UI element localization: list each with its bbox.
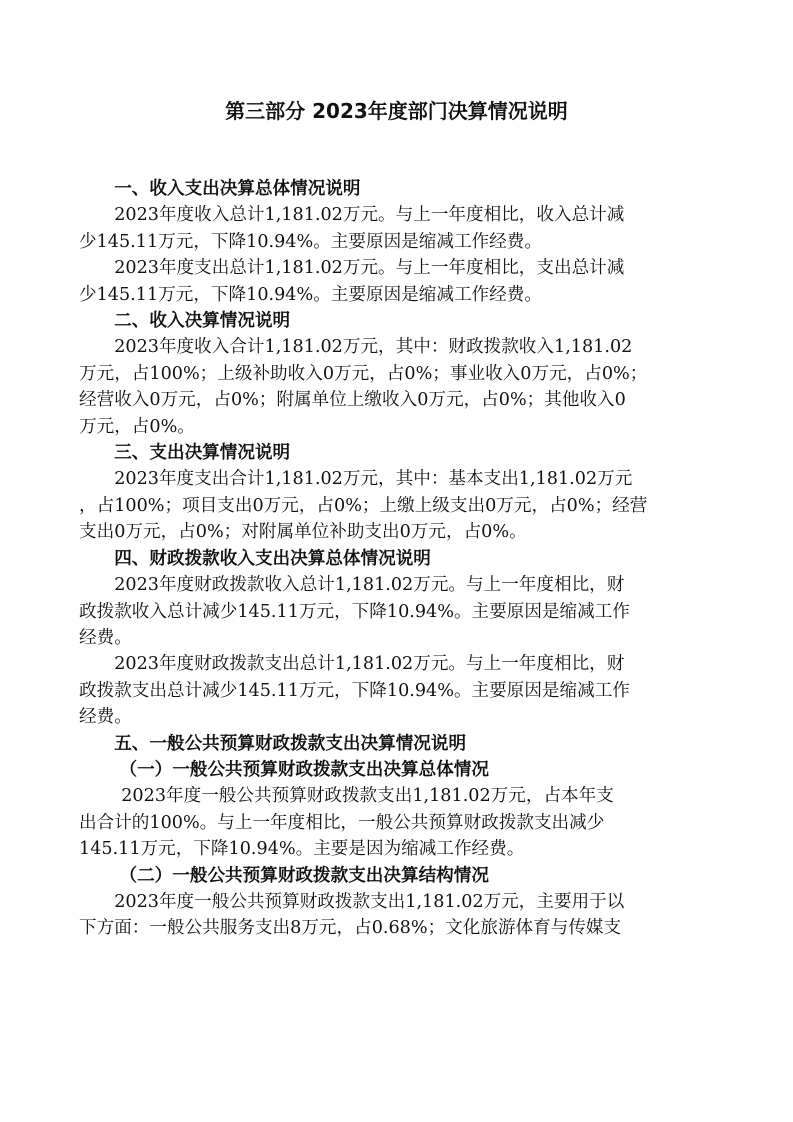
text-line: 下方面：一般公共服务支出8万元，占0.68%；文化旅游体育与传媒支 <box>79 918 622 939</box>
section-heading-1: 一、收入支出决算总体情况说明 <box>114 179 361 199</box>
text-line: 2023年度支出合计1,181.02万元，其中：基本支出1,181.02万元 <box>114 469 633 490</box>
section-heading-4: 四、财政拨款收入支出决算总体情况说明 <box>114 548 431 569</box>
paragraph <box>79 466 719 545</box>
section-heading-2: 二、收入决算情况说明 <box>114 311 291 332</box>
document-body <box>79 176 719 942</box>
text-line: 145.11万元，下降10.94%。主要是因为缩减工作经费。 <box>79 839 525 860</box>
paragraph <box>79 202 719 255</box>
text-line: 经营收入0万元，占0%；附属单位上缴收入0万元，占0%；其他收入0 <box>79 390 626 411</box>
text-line: ，占100%；项目支出0万元，占0%；上缴上级支出0万元，占0%；经营 <box>79 495 648 516</box>
text-line: 政拨款支出总计减少145.11万元，下降10.94%。主要原因是缩减工作 <box>79 680 630 701</box>
paragraph <box>79 334 719 440</box>
text-line: 2023年度一般公共预算财政拨款支出1,181.02万元，主要用于以 <box>114 891 625 912</box>
page-title: 第三部分 2023年度部门决算情况说明 <box>225 99 568 123</box>
paragraph <box>79 651 719 730</box>
section-heading-3: 三、支出决算情况说明 <box>114 443 291 464</box>
text-line: 少145.11万元，下降10.94%。主要原因是缩减工作经费。 <box>79 231 542 252</box>
text-line: 政拨款收入总计减少145.11万元，下降10.94%。主要原因是缩减工作 <box>79 601 630 622</box>
text-line: 支出0万元，占0%；对附属单位补助支出0万元，占0%。 <box>79 522 527 543</box>
paragraph <box>79 783 719 862</box>
text-line: 万元，占0%。 <box>79 416 195 437</box>
text-line: 出合计的100%。与上一年度相比，一般公共预算财政拨款支出减少 <box>79 812 605 833</box>
text-line: 2023年度一般公共预算财政拨款支出1,181.02万元，占本年支 <box>121 786 614 807</box>
text-line: 2023年度支出总计1,181.02万元。与上一年度相比，支出总计减 <box>114 258 625 279</box>
paragraph <box>79 889 719 942</box>
text-line: 经费。 <box>79 707 132 728</box>
section-heading-5: 五、一般公共预算财政拨款支出决算情况说明 <box>114 733 467 754</box>
text-line: 万元，占100%；上级补助收入0万元，占0%；事业收入0万元，占0%； <box>79 363 648 384</box>
text-line: 2023年度收入合计1,181.02万元，其中：财政拨款收入1,181.02 <box>114 337 633 358</box>
text-line: 2023年度财政拨款支出总计1,181.02万元。与上一年度相比，财 <box>114 654 625 675</box>
text-line: 2023年度收入总计1,181.02万元。与上一年度相比，收入总计减 <box>114 205 625 226</box>
text-line: 经费。 <box>79 627 132 648</box>
paragraph <box>79 255 719 308</box>
text-line: 2023年度财政拨款收入总计1,181.02万元。与上一年度相比，财 <box>114 575 625 596</box>
text-line: 少145.11万元，下降10.94%。主要原因是缩减工作经费。 <box>79 284 542 305</box>
paragraph <box>79 572 719 651</box>
subsection-heading-2: （二）一般公共预算财政拨款支出决算结构情况 <box>119 865 489 886</box>
subsection-heading-1: （一）一般公共预算财政拨款支出决算总体情况 <box>119 759 489 780</box>
